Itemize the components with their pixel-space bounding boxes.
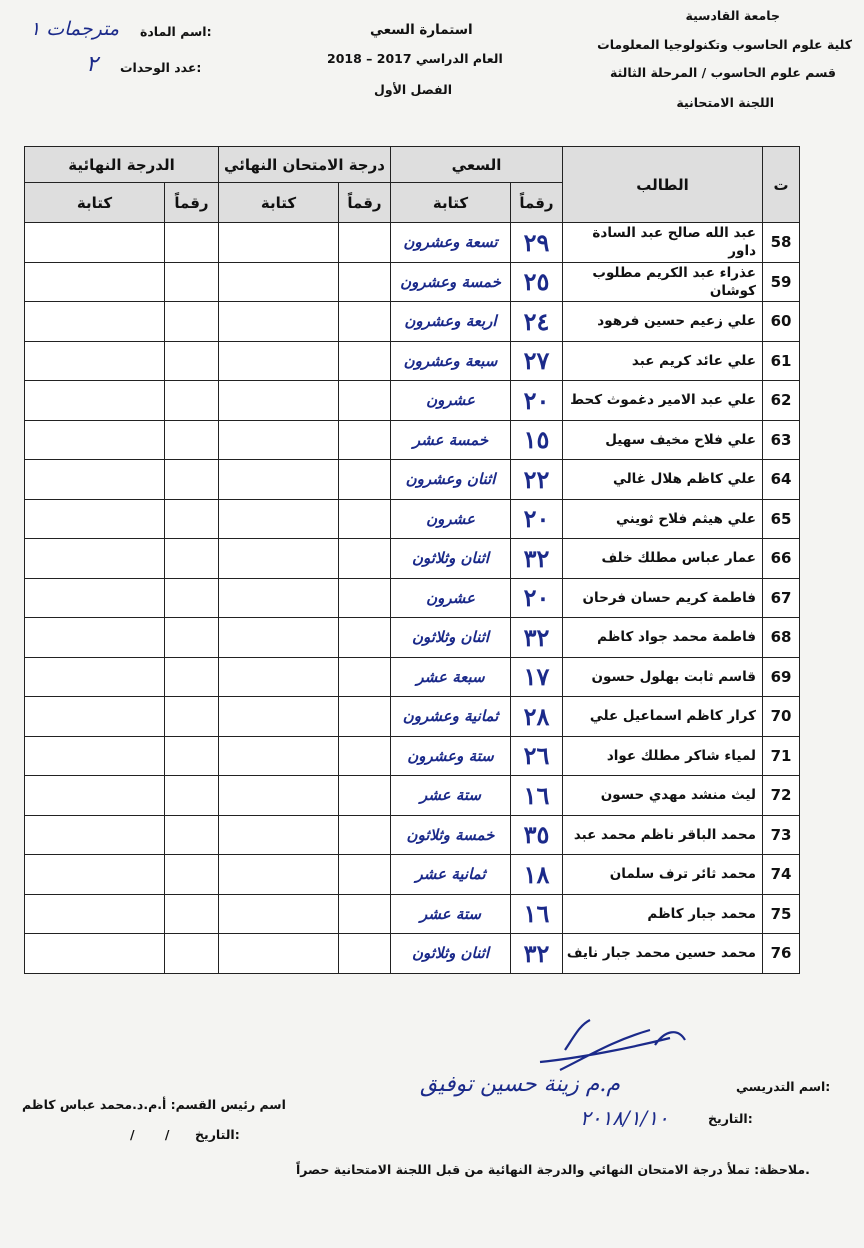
effort-digits: ٢٨ [511, 697, 563, 737]
row-number: 71 [763, 736, 800, 776]
effort-words: تسعة وعشرون [391, 223, 511, 263]
final-digits [165, 420, 219, 460]
exam-words [219, 341, 339, 381]
row-number: 63 [763, 420, 800, 460]
effort-digits: ٢٢ [511, 460, 563, 500]
exam-words [219, 776, 339, 816]
final-digits [165, 894, 219, 934]
table-row [25, 302, 800, 342]
final-digits [165, 776, 219, 816]
exam-digits [339, 618, 391, 658]
exam-words [219, 302, 339, 342]
date-label-head: التاريخ: [195, 1127, 240, 1142]
effort-digits: ٢٠ [511, 381, 563, 421]
grade-table [24, 146, 800, 974]
exam-words [219, 934, 339, 974]
subject-value: مترجمات ١ [30, 18, 120, 40]
table-row [25, 934, 800, 974]
effort-words: سبعة وعشرون [391, 341, 511, 381]
exam-words [219, 499, 339, 539]
effort-words: اثنان وثلاثون [391, 539, 511, 579]
header-effort: السعي [391, 147, 563, 183]
effort-words: اربعة وعشرون [391, 302, 511, 342]
table-row [25, 815, 800, 855]
college-name: كلية علوم الحاسوب وتكنولوجيا المعلومات [597, 37, 852, 52]
exam-digits [339, 420, 391, 460]
final-words [25, 302, 165, 342]
exam-words [219, 657, 339, 697]
final-digits [165, 578, 219, 618]
student-name: علي عائد كريم عبد [563, 341, 763, 381]
table-row [25, 223, 800, 263]
semester: الفصل الأول [374, 82, 453, 97]
row-number: 59 [763, 262, 800, 302]
effort-words: اثنان وثلاثون [391, 934, 511, 974]
exam-words [219, 539, 339, 579]
final-digits [165, 934, 219, 974]
final-digits [165, 697, 219, 737]
header-student: الطالب [563, 147, 763, 223]
effort-digits: ٢٧ [511, 341, 563, 381]
student-name: لمياء شاكر مطلك عواد [563, 736, 763, 776]
exam-digits [339, 539, 391, 579]
effort-digits: ٣٥ [511, 815, 563, 855]
row-number: 74 [763, 855, 800, 895]
student-name: عبد الله صالح عبد السادة داور [563, 223, 763, 263]
effort-words: عشرون [391, 578, 511, 618]
student-name: كرار كاظم اسماعيل علي [563, 697, 763, 737]
effort-words: اثنان وعشرون [391, 460, 511, 500]
footer-note: ملاحظة: تملأ درجة الامتحان النهائي والدرجة النهائية من قبل اللجنة الامتحانية حصراً. [296, 1162, 810, 1177]
final-words [25, 539, 165, 579]
final-words [25, 460, 165, 500]
subheader-effort-words: كتابة [391, 183, 511, 223]
table-row [25, 894, 800, 934]
table-row [25, 262, 800, 302]
department-name: قسم علوم الحاسوب / المرحلة الثالثة [609, 65, 836, 80]
exam-digits [339, 776, 391, 816]
header-seq: ت [763, 147, 800, 223]
final-words [25, 934, 165, 974]
final-words [25, 815, 165, 855]
subheader-effort-digits: رقماً [511, 183, 563, 223]
units-label: عدد الوحدات: [120, 60, 202, 75]
date-value-instructor: ٢٠١٨/١/١٠ [580, 1106, 669, 1130]
exam-words [219, 262, 339, 302]
subheader-exam-words: كتابة [219, 183, 339, 223]
effort-digits: ٣٢ [511, 539, 563, 579]
effort-digits: ٣٢ [511, 618, 563, 658]
row-number: 75 [763, 894, 800, 934]
final-digits [165, 223, 219, 263]
row-number: 70 [763, 697, 800, 737]
row-number: 62 [763, 381, 800, 421]
date-blank-head: / / [130, 1127, 170, 1142]
exam-words [219, 815, 339, 855]
exam-digits [339, 736, 391, 776]
final-digits [165, 302, 219, 342]
effort-digits: ٢٥ [511, 262, 563, 302]
final-digits [165, 262, 219, 302]
form-title: استمارة السعي [370, 22, 473, 38]
student-name: علي عبد الامير دغموث كحط [563, 381, 763, 421]
student-name: محمد جبار كاظم [563, 894, 763, 934]
header-final-grade: الدرجة النهائية [25, 147, 219, 183]
exam-digits [339, 697, 391, 737]
exam-digits [339, 341, 391, 381]
subheader-final-words: كتابة [25, 183, 165, 223]
table-row [25, 736, 800, 776]
effort-words: ستة عشر [391, 776, 511, 816]
effort-digits: ٢٦ [511, 736, 563, 776]
table-row [25, 657, 800, 697]
student-name: محمد ثائر ترف سلمان [563, 855, 763, 895]
head-of-department: اسم رئيس القسم: أ.م.د.محمد عباس كاظم [22, 1097, 286, 1112]
table-row [25, 420, 800, 460]
student-name: عمار عباس مطلك خلف [563, 539, 763, 579]
effort-digits: ٢٩ [511, 223, 563, 263]
student-name: علي هيثم فلاح ثويني [563, 499, 763, 539]
effort-digits: ١٨ [511, 855, 563, 895]
table-row [25, 539, 800, 579]
final-words [25, 262, 165, 302]
final-digits [165, 736, 219, 776]
row-number: 66 [763, 539, 800, 579]
effort-words: عشرون [391, 499, 511, 539]
final-words [25, 657, 165, 697]
exam-words [219, 618, 339, 658]
row-number: 64 [763, 460, 800, 500]
exam-words [219, 223, 339, 263]
final-digits [165, 460, 219, 500]
effort-digits: ٣٢ [511, 934, 563, 974]
final-digits [165, 657, 219, 697]
exam-digits [339, 815, 391, 855]
row-number: 72 [763, 776, 800, 816]
subject-label: اسم المادة: [140, 24, 212, 39]
effort-words: سبعة عشر [391, 657, 511, 697]
table-row [25, 618, 800, 658]
row-number: 61 [763, 341, 800, 381]
exam-words [219, 460, 339, 500]
table-row [25, 460, 800, 500]
exam-digits [339, 499, 391, 539]
committee-name: اللجنة الامتحانية [676, 95, 774, 110]
header-final-exam: درجة الامتحان النهائي [219, 147, 391, 183]
exam-digits [339, 460, 391, 500]
student-name: محمد حسين محمد جبار نايف [563, 934, 763, 974]
row-number: 76 [763, 934, 800, 974]
final-words [25, 223, 165, 263]
final-words [25, 855, 165, 895]
final-digits [165, 381, 219, 421]
exam-digits [339, 262, 391, 302]
effort-words: اثنان وثلاثون [391, 618, 511, 658]
table-row [25, 499, 800, 539]
table-row [25, 381, 800, 421]
signature-mark [520, 1000, 700, 1080]
date-label-instructor: التاريخ: [708, 1111, 753, 1126]
final-digits [165, 855, 219, 895]
final-digits [165, 815, 219, 855]
final-digits [165, 618, 219, 658]
instructor-label: اسم التدريسي: [736, 1079, 831, 1094]
table-row [25, 578, 800, 618]
subheader-exam-digits: رقماً [339, 183, 391, 223]
exam-digits [339, 381, 391, 421]
final-digits [165, 341, 219, 381]
exam-digits [339, 657, 391, 697]
exam-words [219, 381, 339, 421]
row-number: 69 [763, 657, 800, 697]
student-name: فاطمة كريم حسان فرحان [563, 578, 763, 618]
row-number: 65 [763, 499, 800, 539]
table-row [25, 697, 800, 737]
effort-digits: ٢٠ [511, 499, 563, 539]
effort-digits: ٢٤ [511, 302, 563, 342]
exam-words [219, 736, 339, 776]
student-name: علي فلاح مخيف سهيل [563, 420, 763, 460]
final-digits [165, 539, 219, 579]
effort-words: عشرون [391, 381, 511, 421]
row-number: 73 [763, 815, 800, 855]
row-number: 58 [763, 223, 800, 263]
student-name: قاسم ثابت بهلول حسون [563, 657, 763, 697]
final-digits [165, 499, 219, 539]
exam-words [219, 420, 339, 460]
exam-words [219, 697, 339, 737]
units-value: ٢ [86, 52, 98, 77]
effort-digits: ١٦ [511, 776, 563, 816]
subheader-final-digits: رقماً [165, 183, 219, 223]
table-row [25, 341, 800, 381]
effort-words: ثمانية عشر [391, 855, 511, 895]
university-name: جامعة القادسية [685, 8, 780, 23]
row-number: 67 [763, 578, 800, 618]
effort-digits: ١٦ [511, 894, 563, 934]
exam-digits [339, 894, 391, 934]
effort-words: ستة عشر [391, 894, 511, 934]
final-words [25, 776, 165, 816]
row-number: 68 [763, 618, 800, 658]
final-words [25, 618, 165, 658]
student-name: ليث منشد مهدي حسون [563, 776, 763, 816]
exam-digits [339, 855, 391, 895]
student-name: محمد الباقر ناظم محمد عبد [563, 815, 763, 855]
effort-digits: ١٥ [511, 420, 563, 460]
student-name: علي زعيم حسين فرهود [563, 302, 763, 342]
table-row [25, 776, 800, 816]
row-number: 60 [763, 302, 800, 342]
student-name: علي كاظم هلال غالي [563, 460, 763, 500]
student-name: فاطمة محمد جواد كاظم [563, 618, 763, 658]
effort-words: ثمانية وعشرون [391, 697, 511, 737]
exam-words [219, 894, 339, 934]
exam-digits [339, 302, 391, 342]
final-words [25, 499, 165, 539]
student-name: عذراء عبد الكريم مطلوب كوشان [563, 262, 763, 302]
exam-digits [339, 934, 391, 974]
effort-digits: ٢٠ [511, 578, 563, 618]
effort-digits: ١٧ [511, 657, 563, 697]
exam-words [219, 578, 339, 618]
final-words [25, 894, 165, 934]
final-words [25, 420, 165, 460]
instructor-name: م.م زينة حسين توفيق [420, 1072, 620, 1097]
final-words [25, 381, 165, 421]
exam-words [219, 855, 339, 895]
final-words [25, 578, 165, 618]
table-row [25, 855, 800, 895]
exam-digits [339, 223, 391, 263]
final-words [25, 697, 165, 737]
final-words [25, 341, 165, 381]
effort-words: خمسة عشر [391, 420, 511, 460]
final-words [25, 736, 165, 776]
exam-digits [339, 578, 391, 618]
academic-year: العام الدراسي 2017 – 2018 [327, 51, 503, 66]
effort-words: خمسة وعشرون [391, 262, 511, 302]
effort-words: خمسة وثلاثون [391, 815, 511, 855]
effort-words: ستة وعشرون [391, 736, 511, 776]
